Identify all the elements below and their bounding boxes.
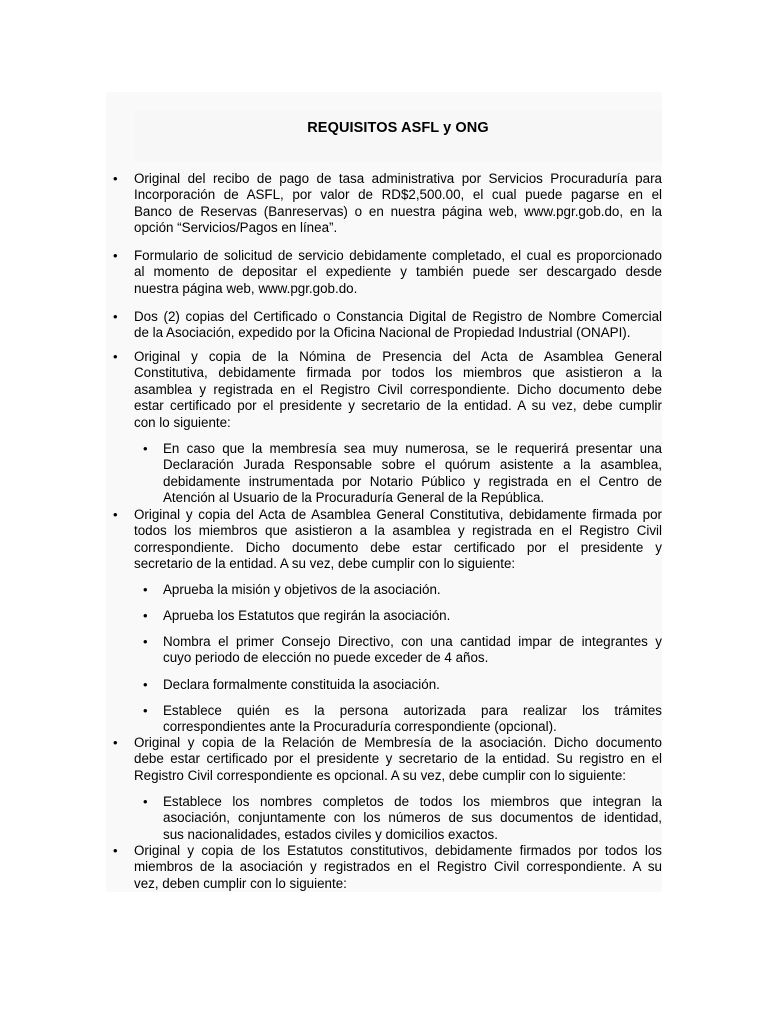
sub-list-item bbox=[163, 677, 662, 693]
list-item-line: Declara formalmente constituida la asociación. bbox=[163, 677, 440, 692]
bullet-icon: • bbox=[143, 582, 148, 597]
sub-list-item bbox=[163, 582, 662, 598]
sub-list-item bbox=[163, 441, 662, 507]
list-item-line: Original y copia del Acta de Asamblea General Constitutiva, debidamente firmada por bbox=[134, 507, 662, 522]
list-item-line: nuestra página web, www.pgr.gob.do. bbox=[134, 280, 358, 296]
bullet-icon: • bbox=[113, 309, 118, 324]
document-title: REQUISITOS ASFL y ONG bbox=[307, 120, 489, 136]
list-item-line: asamblea y registrada en el Registro Civil correspondiente. Dicho documento debe bbox=[134, 381, 662, 397]
bullet-icon: • bbox=[113, 248, 118, 263]
bullet-icon: • bbox=[113, 843, 118, 858]
list-item bbox=[134, 843, 662, 892]
list-item-line: opción “Servicios/Pagos en línea”. bbox=[134, 220, 338, 236]
list-item-line: Original del recibo de pago de tasa administrativa por Servicios Procuraduría para bbox=[134, 171, 662, 186]
sub-list-item bbox=[163, 634, 662, 667]
list-item-line: Incorporación de ASFL, por valor de RD$2,500.00, el cual puede pagarse en el bbox=[134, 187, 662, 203]
bullet-icon: • bbox=[143, 794, 148, 809]
bullet-icon: • bbox=[143, 677, 148, 692]
list-item-line: sus nacionalidades, estados civiles y domicilios exactos. bbox=[163, 826, 498, 842]
list-item bbox=[134, 248, 662, 297]
bullet-icon: • bbox=[113, 349, 118, 364]
list-item bbox=[134, 735, 662, 784]
list-item-line: asociación, conjuntamente con los números de sus documentos de identidad, bbox=[163, 810, 662, 826]
list-item-line: Establece los nombres completos de todos los miembros que integran la bbox=[163, 794, 662, 809]
bullet-icon: • bbox=[143, 608, 148, 623]
list-item-line: En caso que la membresía sea muy numerosa, se le requerirá presentar una bbox=[163, 441, 662, 456]
bullet-icon: • bbox=[143, 441, 148, 456]
list-item-line: Original y copia de los Estatutos constitutivos, debidamente firmados por todos los bbox=[134, 843, 662, 858]
list-item-line: debe estar certificado por el presidente y secretario de la entidad. Su registro en el bbox=[134, 751, 662, 767]
list-item-line: correspondiente. Dicho documento debe estar certificado por el presidente y bbox=[134, 539, 662, 555]
list-item bbox=[134, 507, 662, 573]
list-item-line: Establece quién es la persona autorizada para realizar los trámites bbox=[163, 703, 662, 718]
list-item-line: vez, deben cumplir con lo siguiente: bbox=[134, 875, 347, 891]
list-item-line: correspondientes ante la Procuraduría correspondiente (opcional). bbox=[163, 719, 557, 735]
bullet-icon: • bbox=[143, 634, 148, 649]
list-item-line: Aprueba la misión y objetivos de la asociación. bbox=[163, 582, 441, 597]
list-item-line: Nombra el primer Consejo Directivo, con una cantidad impar de integrantes y bbox=[163, 634, 662, 649]
list-item-line: estar certificado por el presidente y secretario de la entidad. A su vez, debe cumplir bbox=[134, 398, 662, 414]
list-item-line: Original y copia de la Nómina de Presencia del Acta de Asamblea General bbox=[134, 349, 662, 364]
list-item-line: de la Asociación, expedido por la Oficina Nacional de Propiedad Industrial (ONAPI). bbox=[134, 325, 631, 341]
bullet-icon: • bbox=[143, 703, 148, 718]
list-item-line: cuyo periodo de elección no puede exceder de 4 años. bbox=[163, 650, 489, 666]
sub-list-item bbox=[163, 608, 662, 624]
list-item-line: Original y copia de la Relación de Membresía de la asociación. Dicho documento bbox=[134, 735, 662, 750]
list-item bbox=[134, 309, 662, 342]
bullet-icon: • bbox=[113, 735, 118, 750]
list-item-line: Dos (2) copias del Certificado o Constancia Digital de Registro de Nombre Comercial bbox=[134, 309, 662, 324]
list-item-line: Declaración Jurada Responsable sobre el quórum asistente a la asamblea, bbox=[163, 457, 662, 473]
list-item-line: miembros de la asociación y registrados en el Registro Civil correspondiente. A su bbox=[134, 859, 662, 875]
list-item-line: Banco de Reservas (Banreservas) o en nuestra página web, www.pgr.gob.do, en la bbox=[134, 203, 662, 219]
list-item-line: Constitutiva, debidamente firmada por todos los miembros que asistieron a la bbox=[134, 365, 662, 381]
list-item-line: Atención al Usuario de la Procuraduría General de la República. bbox=[163, 490, 545, 506]
list-item-line: Registro Civil correspondiente es opcional. A su vez, debe cumplir con lo siguiente: bbox=[134, 767, 627, 783]
bullet-icon: • bbox=[113, 171, 118, 186]
list-item-line: al momento de depositar el expediente y también puede ser descargado desde bbox=[134, 264, 662, 280]
sub-list-item bbox=[163, 703, 662, 736]
list-item-line: Formulario de solicitud de servicio debidamente completado, el cual es proporcionado bbox=[134, 248, 662, 263]
list-item-line: secretario de la entidad. A su vez, debe cumplir con lo siguiente: bbox=[134, 556, 516, 572]
list-item-line: Aprueba los Estatutos que regirán la asociación. bbox=[163, 608, 451, 623]
list-item bbox=[134, 349, 662, 431]
sub-list-item bbox=[163, 794, 662, 843]
list-item bbox=[134, 171, 662, 237]
bullet-icon: • bbox=[113, 507, 118, 522]
list-item-line: todos los miembros que asistieron a la asamblea y registrada en el Registro Civil bbox=[134, 523, 662, 539]
list-item-line: debidamente instrumentada por Notario Público y registrada en el Centro de bbox=[163, 473, 662, 489]
list-item-line: con lo siguiente: bbox=[134, 414, 231, 430]
